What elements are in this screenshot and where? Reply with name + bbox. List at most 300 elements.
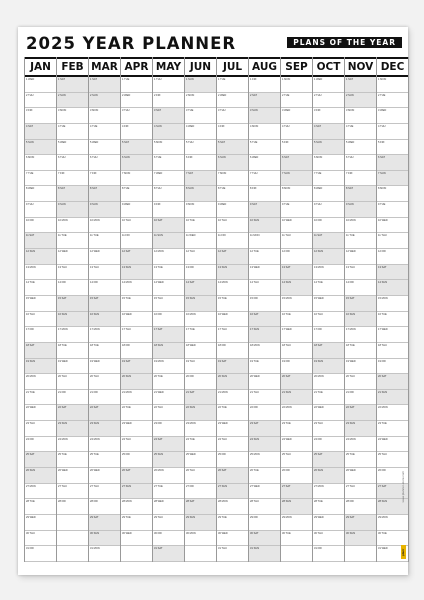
day-cell[interactable] — [89, 515, 120, 531]
day-cell[interactable] — [217, 218, 248, 234]
day-cell[interactable] — [377, 140, 408, 156]
day-cell[interactable] — [89, 437, 120, 453]
day-cell[interactable] — [153, 202, 184, 218]
day-cell[interactable] — [57, 218, 88, 234]
day-cell[interactable] — [153, 93, 184, 109]
day-cell[interactable] — [217, 280, 248, 296]
day-cell[interactable] — [313, 359, 344, 375]
day-cell[interactable] — [25, 484, 56, 500]
day-cell[interactable] — [217, 499, 248, 515]
day-cell[interactable] — [57, 186, 88, 202]
day-cell[interactable] — [377, 202, 408, 218]
day-cell[interactable] — [121, 312, 152, 328]
day-cell[interactable] — [25, 280, 56, 296]
day-cell[interactable] — [281, 531, 312, 547]
day-cell[interactable] — [281, 374, 312, 390]
day-cell[interactable] — [121, 327, 152, 343]
day-cell[interactable] — [249, 155, 280, 171]
day-cell[interactable] — [25, 296, 56, 312]
day-cell[interactable] — [153, 468, 184, 484]
day-cell[interactable] — [313, 218, 344, 234]
day-cell[interactable] — [57, 155, 88, 171]
day-cell[interactable] — [153, 390, 184, 406]
day-cell[interactable] — [313, 546, 344, 562]
day-cell[interactable] — [121, 140, 152, 156]
day-cell[interactable] — [57, 484, 88, 500]
day-cell[interactable] — [153, 546, 184, 562]
day-cell[interactable] — [121, 468, 152, 484]
day-cell[interactable] — [153, 218, 184, 234]
day-cell[interactable] — [57, 77, 88, 93]
day-cell[interactable] — [313, 171, 344, 187]
day-cell[interactable] — [89, 343, 120, 359]
day-cell[interactable] — [217, 249, 248, 265]
day-cell[interactable] — [281, 233, 312, 249]
day-cell[interactable] — [25, 202, 56, 218]
day-cell[interactable] — [121, 452, 152, 468]
day-cell[interactable] — [89, 296, 120, 312]
day-cell[interactable] — [25, 312, 56, 328]
day-cell[interactable] — [313, 249, 344, 265]
day-cell[interactable] — [217, 140, 248, 156]
day-cell[interactable] — [121, 186, 152, 202]
day-cell[interactable] — [313, 327, 344, 343]
day-cell[interactable] — [185, 390, 216, 406]
day-cell[interactable] — [345, 437, 376, 453]
day-cell[interactable] — [345, 155, 376, 171]
day-cell[interactable] — [57, 233, 88, 249]
day-cell[interactable] — [89, 374, 120, 390]
day-cell[interactable] — [249, 437, 280, 453]
day-cell[interactable] — [281, 468, 312, 484]
day-cell[interactable] — [57, 296, 88, 312]
day-cell[interactable] — [57, 390, 88, 406]
day-cell[interactable] — [377, 515, 408, 531]
day-cell[interactable] — [185, 280, 216, 296]
day-cell[interactable] — [249, 327, 280, 343]
day-cell[interactable] — [185, 265, 216, 281]
day-cell[interactable] — [153, 515, 184, 531]
day-cell[interactable] — [25, 171, 56, 187]
day-cell[interactable] — [313, 93, 344, 109]
day-cell[interactable] — [313, 202, 344, 218]
day-cell[interactable] — [89, 452, 120, 468]
day-cell[interactable] — [25, 140, 56, 156]
day-cell[interactable] — [313, 515, 344, 531]
day-cell[interactable] — [25, 437, 56, 453]
day-cell[interactable] — [313, 186, 344, 202]
day-cell[interactable] — [281, 108, 312, 124]
day-cell[interactable] — [25, 93, 56, 109]
day-cell[interactable] — [249, 468, 280, 484]
day-cell[interactable] — [249, 390, 280, 406]
day-cell[interactable] — [281, 484, 312, 500]
day-cell[interactable] — [313, 405, 344, 421]
day-cell[interactable] — [121, 77, 152, 93]
day-cell[interactable] — [249, 186, 280, 202]
day-cell[interactable] — [313, 437, 344, 453]
day-cell[interactable] — [345, 374, 376, 390]
day-cell[interactable] — [121, 249, 152, 265]
day-cell[interactable] — [313, 312, 344, 328]
day-cell[interactable] — [25, 218, 56, 234]
day-cell[interactable] — [57, 93, 88, 109]
day-cell[interactable] — [313, 296, 344, 312]
day-cell[interactable] — [153, 374, 184, 390]
day-cell[interactable] — [185, 202, 216, 218]
day-cell[interactable] — [281, 265, 312, 281]
day-cell[interactable] — [57, 280, 88, 296]
day-cell[interactable] — [25, 108, 56, 124]
day-cell[interactable] — [217, 359, 248, 375]
day-cell[interactable] — [377, 359, 408, 375]
day-cell[interactable] — [89, 359, 120, 375]
day-cell[interactable] — [217, 265, 248, 281]
day-cell[interactable] — [217, 108, 248, 124]
day-cell[interactable] — [345, 77, 376, 93]
day-cell[interactable] — [249, 421, 280, 437]
day-cell[interactable] — [89, 155, 120, 171]
day-cell[interactable] — [121, 390, 152, 406]
day-cell[interactable] — [25, 531, 56, 547]
day-cell[interactable] — [57, 108, 88, 124]
day-cell[interactable] — [345, 265, 376, 281]
day-cell[interactable] — [25, 374, 56, 390]
day-cell[interactable] — [185, 186, 216, 202]
day-cell[interactable] — [377, 437, 408, 453]
day-cell[interactable] — [57, 359, 88, 375]
day-cell[interactable] — [345, 531, 376, 547]
day-cell[interactable] — [25, 359, 56, 375]
day-cell[interactable] — [121, 171, 152, 187]
day-cell[interactable] — [153, 405, 184, 421]
day-cell[interactable] — [121, 343, 152, 359]
day-cell[interactable] — [153, 171, 184, 187]
day-cell[interactable] — [281, 124, 312, 140]
day-cell[interactable] — [89, 390, 120, 406]
day-cell[interactable] — [249, 531, 280, 547]
day-cell[interactable] — [345, 140, 376, 156]
day-cell[interactable] — [121, 124, 152, 140]
day-cell[interactable] — [249, 296, 280, 312]
day-cell[interactable] — [345, 359, 376, 375]
day-cell[interactable] — [313, 265, 344, 281]
day-cell[interactable] — [281, 77, 312, 93]
day-cell[interactable] — [153, 484, 184, 500]
day-cell[interactable] — [249, 484, 280, 500]
day-cell[interactable] — [185, 108, 216, 124]
day-cell[interactable] — [345, 249, 376, 265]
day-cell[interactable] — [89, 218, 120, 234]
day-cell[interactable] — [377, 405, 408, 421]
day-cell[interactable] — [217, 421, 248, 437]
day-cell[interactable] — [217, 343, 248, 359]
day-cell[interactable] — [57, 202, 88, 218]
day-cell[interactable] — [249, 140, 280, 156]
day-cell[interactable] — [57, 312, 88, 328]
day-cell[interactable] — [281, 312, 312, 328]
day-cell[interactable] — [25, 124, 56, 140]
day-cell[interactable] — [313, 343, 344, 359]
day-cell[interactable] — [57, 452, 88, 468]
day-cell[interactable] — [217, 296, 248, 312]
day-cell[interactable] — [89, 186, 120, 202]
day-cell[interactable] — [153, 359, 184, 375]
day-cell[interactable] — [377, 343, 408, 359]
day-cell[interactable] — [281, 155, 312, 171]
day-cell[interactable] — [89, 499, 120, 515]
day-cell[interactable] — [345, 186, 376, 202]
day-cell[interactable] — [249, 499, 280, 515]
day-cell[interactable] — [153, 108, 184, 124]
day-cell[interactable] — [153, 124, 184, 140]
day-cell[interactable] — [249, 108, 280, 124]
day-cell[interactable] — [25, 77, 56, 93]
day-cell[interactable] — [345, 202, 376, 218]
day-cell[interactable] — [345, 468, 376, 484]
day-cell[interactable] — [25, 343, 56, 359]
day-cell[interactable] — [345, 484, 376, 500]
day-cell[interactable] — [185, 452, 216, 468]
day-cell[interactable] — [57, 421, 88, 437]
day-cell[interactable] — [89, 531, 120, 547]
day-cell[interactable] — [377, 265, 408, 281]
day-cell[interactable] — [217, 327, 248, 343]
day-cell[interactable] — [313, 421, 344, 437]
day-cell[interactable] — [153, 155, 184, 171]
day-cell[interactable] — [217, 155, 248, 171]
day-cell[interactable] — [345, 296, 376, 312]
day-cell[interactable] — [345, 171, 376, 187]
day-cell[interactable] — [281, 171, 312, 187]
day-cell[interactable] — [345, 515, 376, 531]
day-cell[interactable] — [121, 531, 152, 547]
day-cell[interactable] — [25, 421, 56, 437]
day-cell[interactable] — [185, 374, 216, 390]
day-cell[interactable] — [281, 515, 312, 531]
day-cell[interactable] — [249, 359, 280, 375]
day-cell[interactable] — [249, 312, 280, 328]
day-cell[interactable] — [185, 124, 216, 140]
day-cell[interactable] — [345, 124, 376, 140]
day-cell[interactable] — [25, 499, 56, 515]
day-cell[interactable] — [121, 202, 152, 218]
day-cell[interactable] — [249, 405, 280, 421]
day-cell[interactable] — [89, 140, 120, 156]
day-cell[interactable] — [57, 140, 88, 156]
day-cell[interactable] — [25, 249, 56, 265]
day-cell[interactable] — [313, 390, 344, 406]
day-cell[interactable] — [345, 405, 376, 421]
day-cell[interactable] — [57, 499, 88, 515]
day-cell[interactable] — [249, 124, 280, 140]
day-cell[interactable] — [153, 327, 184, 343]
day-cell[interactable] — [25, 233, 56, 249]
day-cell[interactable] — [153, 77, 184, 93]
day-cell[interactable] — [25, 515, 56, 531]
day-cell[interactable] — [57, 343, 88, 359]
day-cell[interactable] — [25, 265, 56, 281]
day-cell[interactable] — [313, 280, 344, 296]
day-cell[interactable] — [313, 140, 344, 156]
day-cell[interactable] — [249, 249, 280, 265]
day-cell[interactable] — [345, 108, 376, 124]
day-cell[interactable] — [313, 374, 344, 390]
day-cell[interactable] — [57, 437, 88, 453]
day-cell[interactable] — [89, 233, 120, 249]
day-cell[interactable] — [345, 312, 376, 328]
day-cell[interactable] — [281, 93, 312, 109]
day-cell[interactable] — [249, 93, 280, 109]
day-cell[interactable] — [345, 499, 376, 515]
day-cell[interactable] — [185, 171, 216, 187]
day-cell[interactable] — [89, 124, 120, 140]
day-cell[interactable] — [377, 249, 408, 265]
day-cell[interactable] — [217, 77, 248, 93]
day-cell[interactable] — [249, 546, 280, 562]
day-cell[interactable] — [185, 421, 216, 437]
day-cell[interactable] — [345, 218, 376, 234]
day-cell[interactable] — [377, 218, 408, 234]
day-cell[interactable] — [25, 452, 56, 468]
day-cell[interactable] — [281, 343, 312, 359]
day-cell[interactable] — [377, 531, 408, 547]
day-cell[interactable] — [153, 531, 184, 547]
day-cell[interactable] — [185, 437, 216, 453]
day-cell[interactable] — [185, 484, 216, 500]
day-cell[interactable] — [217, 202, 248, 218]
day-cell[interactable] — [89, 468, 120, 484]
day-cell[interactable] — [185, 359, 216, 375]
day-cell[interactable] — [345, 93, 376, 109]
day-cell[interactable] — [121, 421, 152, 437]
day-cell[interactable] — [377, 421, 408, 437]
day-cell[interactable] — [377, 390, 408, 406]
day-cell[interactable] — [281, 390, 312, 406]
day-cell[interactable] — [217, 452, 248, 468]
day-cell[interactable] — [89, 546, 120, 562]
day-cell[interactable] — [57, 405, 88, 421]
day-cell[interactable] — [153, 499, 184, 515]
day-cell[interactable] — [185, 531, 216, 547]
day-cell[interactable] — [249, 515, 280, 531]
day-cell[interactable] — [249, 265, 280, 281]
day-cell[interactable] — [217, 515, 248, 531]
day-cell[interactable] — [313, 468, 344, 484]
day-cell[interactable] — [217, 374, 248, 390]
day-cell[interactable] — [121, 374, 152, 390]
day-cell[interactable] — [281, 280, 312, 296]
day-cell[interactable] — [185, 140, 216, 156]
day-cell[interactable] — [25, 390, 56, 406]
day-cell[interactable] — [313, 233, 344, 249]
day-cell[interactable] — [89, 484, 120, 500]
day-cell[interactable] — [281, 405, 312, 421]
day-cell[interactable] — [153, 233, 184, 249]
day-cell[interactable] — [249, 374, 280, 390]
day-cell[interactable] — [121, 265, 152, 281]
day-cell[interactable] — [185, 343, 216, 359]
day-cell[interactable] — [57, 327, 88, 343]
day-cell[interactable] — [217, 531, 248, 547]
day-cell[interactable] — [185, 249, 216, 265]
day-cell[interactable] — [121, 437, 152, 453]
day-cell[interactable] — [377, 155, 408, 171]
day-cell[interactable] — [121, 155, 152, 171]
day-cell[interactable] — [153, 421, 184, 437]
day-cell[interactable] — [377, 108, 408, 124]
day-cell[interactable] — [217, 484, 248, 500]
day-cell[interactable] — [153, 265, 184, 281]
day-cell[interactable] — [121, 499, 152, 515]
day-cell[interactable] — [313, 124, 344, 140]
day-cell[interactable] — [153, 249, 184, 265]
day-cell[interactable] — [121, 405, 152, 421]
day-cell[interactable] — [281, 218, 312, 234]
day-cell[interactable] — [345, 233, 376, 249]
day-cell[interactable] — [217, 124, 248, 140]
day-cell[interactable] — [377, 312, 408, 328]
day-cell[interactable] — [153, 186, 184, 202]
day-cell[interactable] — [153, 343, 184, 359]
day-cell[interactable] — [217, 312, 248, 328]
day-cell[interactable] — [89, 280, 120, 296]
day-cell[interactable] — [89, 108, 120, 124]
day-cell[interactable] — [345, 390, 376, 406]
day-cell[interactable] — [89, 93, 120, 109]
day-cell[interactable] — [185, 499, 216, 515]
day-cell[interactable] — [153, 140, 184, 156]
day-cell[interactable] — [89, 421, 120, 437]
day-cell[interactable] — [57, 468, 88, 484]
day-cell[interactable] — [57, 374, 88, 390]
day-cell[interactable] — [185, 296, 216, 312]
day-cell[interactable] — [89, 327, 120, 343]
day-cell[interactable] — [281, 140, 312, 156]
day-cell[interactable] — [217, 468, 248, 484]
day-cell[interactable] — [185, 468, 216, 484]
day-cell[interactable] — [121, 484, 152, 500]
day-cell[interactable] — [345, 343, 376, 359]
day-cell[interactable] — [121, 218, 152, 234]
day-cell[interactable] — [185, 515, 216, 531]
day-cell[interactable] — [345, 421, 376, 437]
day-cell[interactable] — [25, 405, 56, 421]
day-cell[interactable] — [377, 77, 408, 93]
day-cell[interactable] — [89, 77, 120, 93]
day-cell[interactable] — [249, 233, 280, 249]
day-cell[interactable] — [57, 249, 88, 265]
day-cell[interactable] — [377, 452, 408, 468]
day-cell[interactable] — [121, 108, 152, 124]
day-cell[interactable] — [249, 77, 280, 93]
day-cell[interactable] — [25, 546, 56, 562]
day-cell[interactable] — [249, 171, 280, 187]
day-cell[interactable] — [121, 515, 152, 531]
day-cell[interactable] — [153, 280, 184, 296]
day-cell[interactable] — [185, 405, 216, 421]
day-cell[interactable] — [217, 186, 248, 202]
day-cell[interactable] — [57, 171, 88, 187]
day-cell[interactable] — [377, 296, 408, 312]
day-cell[interactable] — [185, 77, 216, 93]
day-cell[interactable] — [377, 327, 408, 343]
day-cell[interactable] — [281, 327, 312, 343]
day-cell[interactable] — [185, 218, 216, 234]
day-cell[interactable] — [377, 374, 408, 390]
day-cell[interactable] — [281, 296, 312, 312]
day-cell[interactable] — [313, 452, 344, 468]
